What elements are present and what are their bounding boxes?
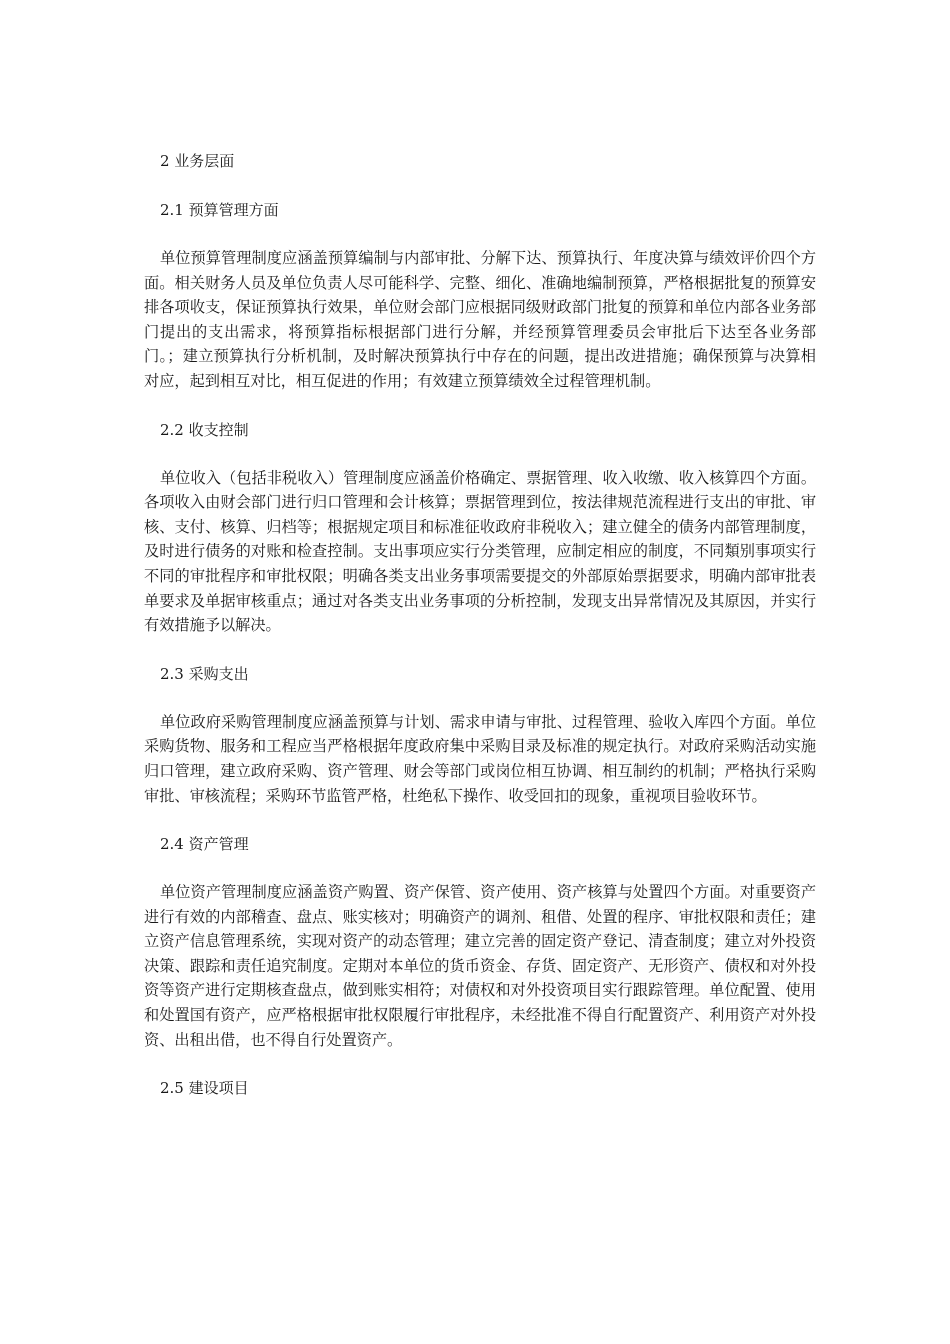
subsection-heading-revenue-expenditure: 2.2 收支控制 (160, 420, 249, 439)
paragraph-revenue-expenditure: 单位收入（包括非税收入）管理制度应涵盖价格确定、票据管理、收入收缴、收入核算四个方面。各项收入由财会部门进行归口管理和会计核算；票据管理到位，按法律规范流程进行支出的审批、审核、支付、核算、归档等；根据规定项目和标准征收政府非税收入；建立健全的债务内部管理制度，及时进行债务的对账和检查控制。支出事项应实行分类管理，应制定相应的制度，不同類别事项实行不同的审批程序和审批权限；明确各类支出业务事项需要提交的外部原始票据要求，明确内部审批表单要求及单据审核重点；通过对各类支出业务事项的分析控制，发现支出异常情况及其原因，并实行有效措施予以解决。 (144, 468, 816, 635)
section-heading: 2 业务层面 (160, 152, 235, 170)
paragraph-assets: 单位资产管理制度应涵盖资产购置、资产保管、资产使用、资产核算与处置四个方面。对重要资产进行有效的内部稽查、盘点、账实核对；明确资产的调剂、租借、处置的程序、审批权限和责任；建立资产信息管理系统，实现对资产的动态管理；建立完善的固定资产登记、清查制度；建立对外投资决策、跟踪和责任追究制度。定期对本单位的货币资金、存货、固定资产、无形资产、债权和对外投资等资产进行定期核查盘点，做到账实相符；对债权和对外投资项目实行跟踪管理。单位配置、使用和处置国有资产，应严格根据审批权限履行审批程序，未经批准不得自行配置资产、利用资产对外投资、出租出借，也不得自行处置资产。 (144, 883, 816, 1049)
paragraph-procurement: 单位政府采购管理制度应涵盖预算与计划、需求申请与审批、过程管理、验收入库四个方面。单位采购货物、服务和工程应当严格根据年度政府集中采购目录及标准的规定执行。对政府采购活动实施归口管理，建立政府采购、资产管理、财会等部门或岗位相互协调、相互制约的机制；严格执行采购审批、审核流程；采购环节监管严格，杜绝私下操作、收受回扣的现象，重视项目验收环节。 (144, 712, 816, 805)
subsection-heading-construction: 2.5 建设项目 (160, 1079, 249, 1098)
subsection-heading-procurement: 2.3 采购支出 (160, 664, 249, 683)
subsection-heading-assets: 2.4 资产管理 (160, 835, 249, 854)
subsection-heading-budget: 2.1 预算管理方面 (160, 201, 279, 219)
document-page (144, 148, 816, 1124)
paragraph-budget: 单位预算管理制度应涵盖预算编制与内部审批、分解下达、预算执行、年度决算与绩效评价四个方面。相关财务人员及单位负责人尽可能科学、完整、细化、准确地编制预算，严格根据批复的预算安排各项收支，保证预算执行效果，单位财会部门应根据同级财政部门批复的预算和单位内部各业务部门提出的支出需求，将预算指标根据部门进行分解，并经预算管理委员会审批后下达至各业务部门。；建立预算执行分析机制，及时解决预算执行中存在的问题，提出改进措施；确保预算与决算相对应，起到相互对比，相互促进的作用；有效建立预算绩效全过程管理机制。 (144, 249, 816, 390)
